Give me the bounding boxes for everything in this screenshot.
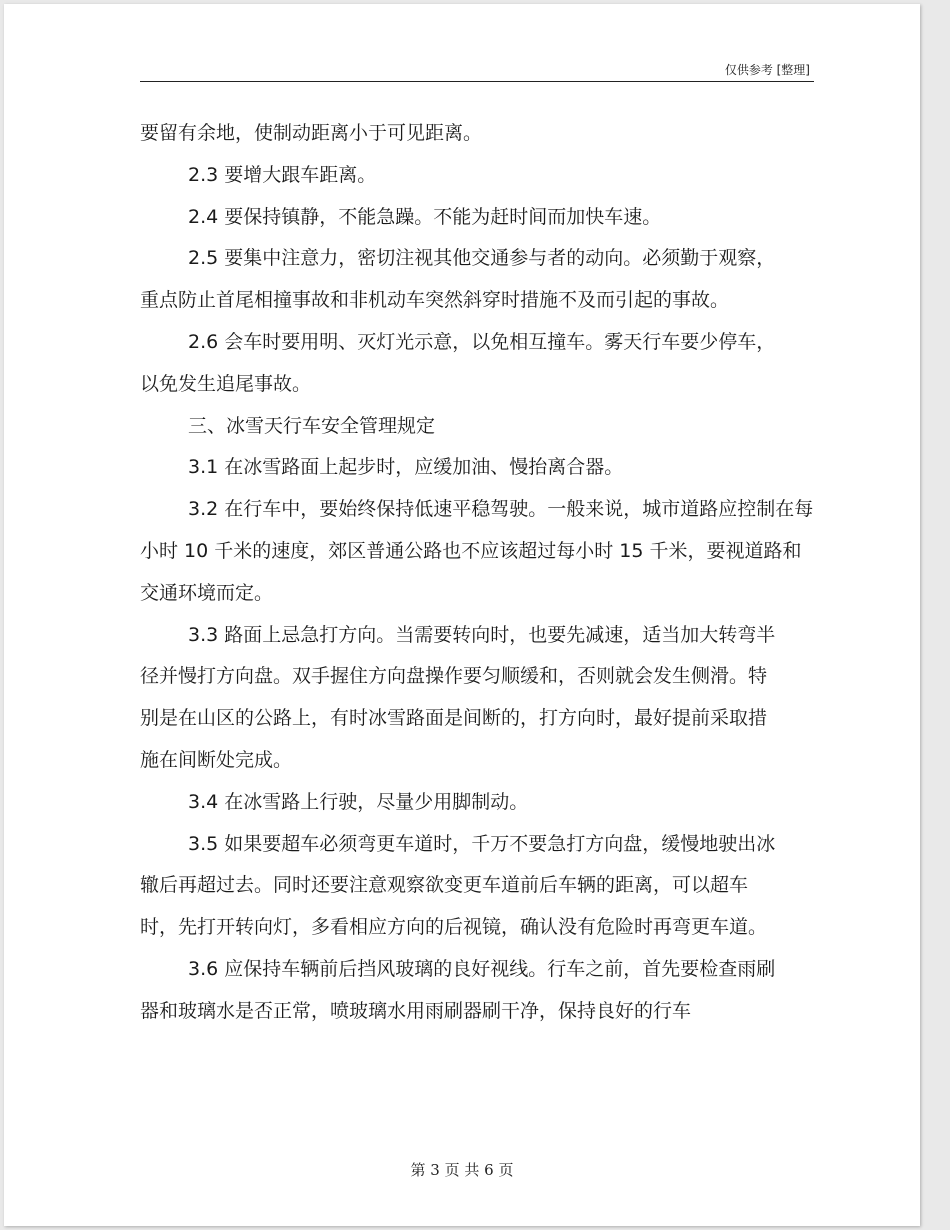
paragraph: 3.3 路面上忌急打方向。当需要转向时，也要先减速，适当加大转弯半径并慢打方向盘。双手握住方向盘操作要匀顺缓和，否则就会发生侧滑。特别是在山区的公路上，有时冰雪路面是间断的，打方向时，最好提前采取措施在间断处完成。 (140, 623, 776, 771)
body-text (140, 113, 814, 1033)
document-page (4, 4, 920, 1226)
paragraph: 2.6 会车时要用明、灭灯光示意，以免相互撞车。雾天行车要少停车，以免发生追尾事故。 (140, 330, 776, 395)
paragraph: 3.2 在行车中，要始终保持低速平稳驾驶。一般来说，城市道路应控制在每小时 10 千米的速度，郊区普通公路也不应该超过每小时 15 千米，要视道路和交通环境而定。 (140, 498, 814, 604)
section-heading: 三、冰雪天行车安全管理规定 (188, 414, 436, 437)
header-note: 仅供参考 [整理] (724, 63, 810, 77)
paragraph: 3.1 在冰雪路面上起步时，应缓加油、慢抬离合器。 (188, 456, 624, 479)
paragraph: 2.5 要集中注意力，密切注视其他交通参与者的动向。必须勤于观察，重点防止首尾相撞事故和非机动车突然斜穿时措施不及而引起的事故。 (140, 247, 776, 312)
paragraph: 2.3 要增大跟车距离。 (188, 163, 377, 186)
paragraph: 3.4 在冰雪路上行驶，尽量少用脚制动。 (188, 790, 529, 813)
page-number: 第 3 页 共 6 页 (410, 1161, 514, 1179)
paragraph: 3.6 应保持车辆前后挡风玻璃的良好视线。行车之前，首先要检查雨刷器和玻璃水是否正常，喷玻璃水用雨刷器刷干净，保持良好的行车 (140, 957, 776, 1022)
paragraph: 2.4 要保持镇静，不能急躁。不能为赶时间而加快车速。 (188, 205, 662, 228)
header-divider (140, 81, 814, 82)
paragraph: 3.5 如果要超车必须弯更车道时，千万不要急打方向盘，缓慢地驶出冰辙后再超过去。同时还要注意观察欲变更车道前后车辆的距离，可以超车时，先打开转向灯，多看相应方向的后视镜，确认没有危险时再弯更车道。 (140, 832, 776, 939)
paragraph: 要留有余地，使制动距离小于可见距离。 (140, 122, 483, 144)
